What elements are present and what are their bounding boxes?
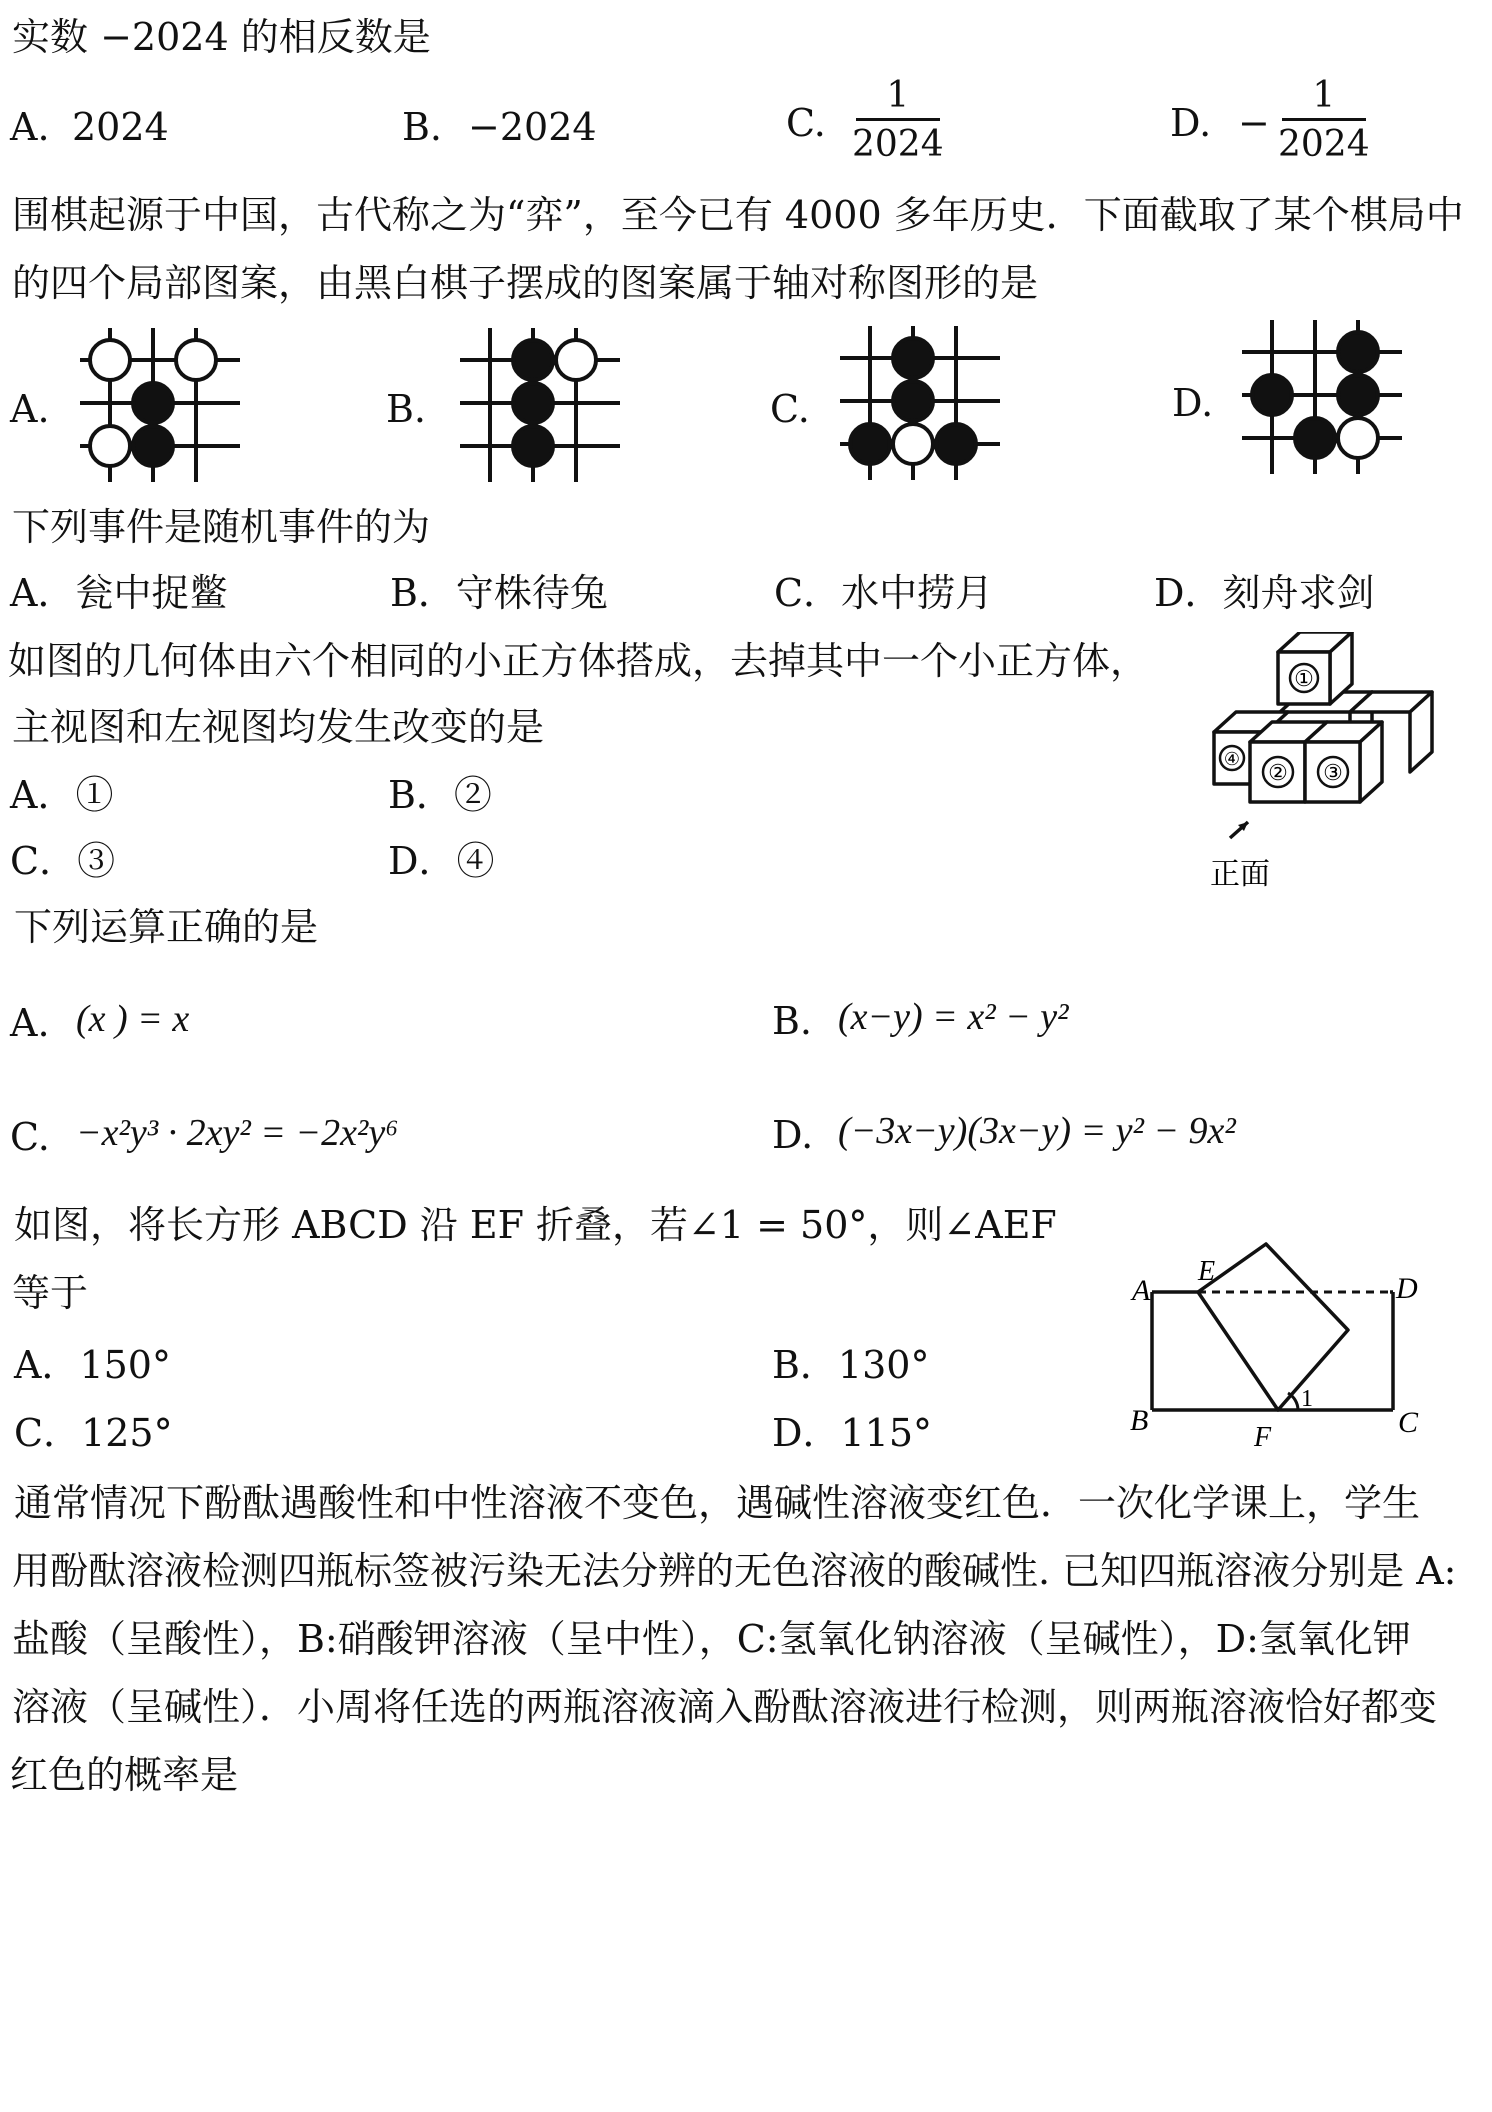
- q2-label-b: B.: [386, 387, 427, 431]
- point-e-label: E: [1198, 1256, 1216, 1287]
- front-view-label: 正面: [1210, 857, 1270, 892]
- q7-line-4: 溶液（呈碱性）．小周将任选的两瓶溶液滴入酚酞溶液进行检测，则两瓶溶液恰好都变: [12, 1685, 1438, 1729]
- q1-option-d-numerator: 1: [1312, 75, 1336, 116]
- q5-option-a: (x ) = x: [76, 998, 190, 1040]
- cube-stack-figure: [1200, 632, 1440, 892]
- q5-option-b-label: B.: [772, 999, 813, 1043]
- q1-option-a-label: A.: [10, 105, 50, 149]
- q7-line-5: 红色的概率是: [10, 1753, 239, 1797]
- q3-stem: 下列事件是随机事件的为: [12, 505, 431, 549]
- point-b-label: B: [1130, 1404, 1149, 1437]
- q6-option-c: C．125°: [14, 1411, 173, 1455]
- q3-option-c: C．水中捞月: [774, 571, 994, 615]
- q3-option-d: D．刻舟求剑: [1154, 571, 1375, 615]
- q5-stem: 下列运算正确的是: [14, 905, 319, 949]
- q5-option-b: (x−y) = x² − y²: [838, 996, 1069, 1038]
- point-a-label: A: [1132, 1274, 1151, 1307]
- q2-label-c: C.: [770, 387, 810, 431]
- go-pattern-a: [70, 320, 250, 490]
- q3-option-a: A．瓮中捉鳖: [10, 571, 228, 615]
- go-pattern-c: [830, 318, 1010, 488]
- q1-option-d-sign: −: [1238, 101, 1270, 145]
- q1-option-c-fraction: [852, 75, 944, 165]
- q2-stem-line1: 围棋起源于中国，古代称之为“弈”，至今已有 4000 多年历史．下面截取了某个棋局中: [12, 193, 1464, 237]
- q1-option-a: 2024: [72, 105, 169, 149]
- q4-stem-line1: 如图的几何体由六个相同的小正方体搭成，去掉其中一个小正方体，: [8, 639, 1149, 683]
- go-pattern-b: [450, 320, 630, 490]
- q2-stem-line2: 的四个局部图案，由黑白棋子摆成的图案属于轴对称图形的是: [12, 261, 1039, 305]
- q1-option-c-numerator: 1: [886, 75, 910, 116]
- go-pattern-d: [1232, 312, 1412, 482]
- q3-option-b: B．守株待兔: [390, 571, 608, 615]
- q7-line-1: 通常情况下酚酞遇酸性和中性溶液不变色，遇碱性溶液变红色．一次化学课上，学生: [14, 1481, 1421, 1525]
- point-c-label: C: [1398, 1406, 1419, 1439]
- q4-option-c: C．③: [10, 839, 116, 883]
- q6-stem-line2: 等于: [12, 1271, 89, 1315]
- q1-option-d-denominator: 2024: [1278, 124, 1370, 165]
- point-f-label: F: [1254, 1422, 1272, 1453]
- q7-line-3: 盐酸（呈酸性），B:硝酸钾溶液（呈中性），C:氢氧化钠溶液（呈碱性），D:氢氧化钾: [12, 1617, 1411, 1661]
- q4-stem-line2: 主视图和左视图均发生改变的是: [12, 705, 545, 749]
- q1-stem: 实数 −2024 的相反数是: [12, 15, 431, 59]
- cube-label-1: ①: [1294, 666, 1314, 691]
- q4-option-b: B．②: [388, 773, 492, 817]
- q6-option-b: B．130°: [772, 1343, 930, 1387]
- q2-label-a: A.: [10, 387, 50, 431]
- q5-option-c-label: C.: [10, 1115, 50, 1159]
- q1-option-d-fraction: [1278, 75, 1370, 165]
- q1-option-b: −2024: [468, 105, 597, 149]
- q4-option-a: A．①: [10, 773, 114, 817]
- cube-label-4: ④: [1223, 749, 1241, 769]
- q7-line-2: 用酚酞溶液检测四瓶标签被污染无法分辨的无色溶液的酸碱性. 已知四瓶溶液分别是 A:: [12, 1549, 1457, 1593]
- q6-option-a: A．150°: [14, 1343, 171, 1387]
- q1-option-c-denominator: 2024: [852, 124, 944, 165]
- q1-option-c-label: C.: [786, 101, 826, 145]
- q2-label-d: D.: [1172, 381, 1214, 425]
- q1-option-d-label: D.: [1170, 101, 1212, 145]
- folded-rectangle-figure: [1118, 1238, 1438, 1458]
- q5-option-a-label: A.: [10, 1001, 50, 1045]
- q6-option-d: D．115°: [772, 1411, 932, 1455]
- angle-1-label: 1: [1301, 1386, 1313, 1412]
- point-d-label: D: [1396, 1272, 1418, 1305]
- cube-label-3: ③: [1323, 760, 1343, 785]
- q1-option-b-label: B.: [402, 105, 443, 149]
- q5-option-d: (−3x−y)(3x−y) = y² − 9x²: [838, 1110, 1236, 1152]
- q5-option-c: −x²y³ · 2xy² = −2x²y⁶: [76, 1112, 399, 1154]
- q6-stem-line1: 如图，将长方形 ABCD 沿 EF 折叠，若∠1 = 50°，则∠AEF: [14, 1203, 1057, 1247]
- q4-option-d: D．④: [388, 839, 495, 883]
- cube-label-2: ②: [1268, 760, 1288, 785]
- q5-option-d-label: D.: [772, 1113, 814, 1157]
